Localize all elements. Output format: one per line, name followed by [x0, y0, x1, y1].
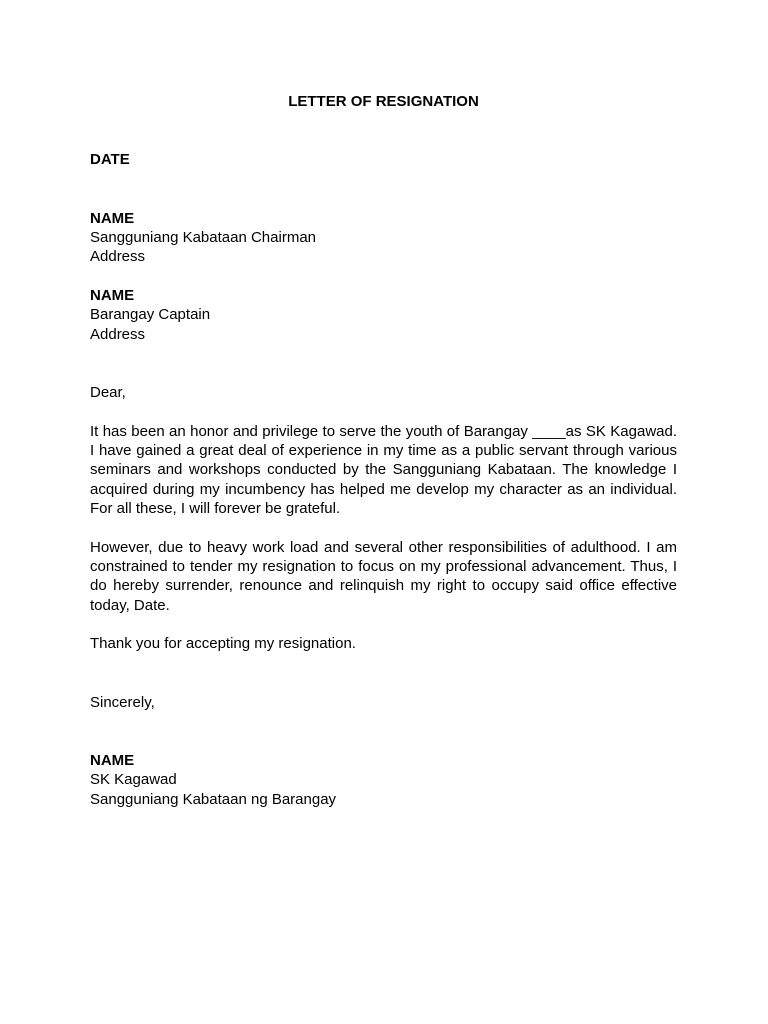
letter-title: LETTER OF RESIGNATION [288, 93, 479, 110]
signature-block [90, 751, 677, 809]
recipient-1-name: NAME [90, 209, 135, 227]
recipient-1-address: Address [90, 248, 146, 266]
signatory-name: NAME [90, 751, 135, 769]
signatory-position: SK Kagawad [90, 771, 177, 789]
salutation: Dear, [90, 383, 126, 401]
recipient-2-name: NAME [90, 286, 135, 304]
paragraph-3: Thank you for accepting my resignation. [90, 635, 356, 653]
paragraph-2: However, due to heavy work load and several other responsibilities of adulthood. I am constrained to tender my resignation to focus on my professional advancement. Thus, I do hereby surrender, renounce and relinquish my right to occupy said office effective today, Date. [90, 538, 677, 614]
letter-body [90, 92, 677, 809]
paragraph-1: It has been an honor and privilege to serve the youth of Barangay ____as SK Kagawad. I have gained a great deal of experience in my time as a public servant through various seminars and workshops conducted by the Sangguniang Kabataan. The knowledge I acquired during my incumbency has helped me develop my character as an individual. For all these, I will forever be grateful. [90, 422, 677, 517]
signatory-office: Sangguniang Kabataan ng Barangay [90, 790, 337, 808]
recipient-2-position: Barangay Captain [90, 306, 211, 324]
letter-date: DATE [90, 151, 130, 169]
recipient-block-2 [90, 286, 677, 344]
recipient-block-1 [90, 209, 677, 267]
closing: Sincerely, [90, 693, 155, 711]
recipient-2-address: Address [90, 325, 146, 343]
recipient-1-position: Sangguniang Kabataan Chairman [90, 228, 317, 246]
